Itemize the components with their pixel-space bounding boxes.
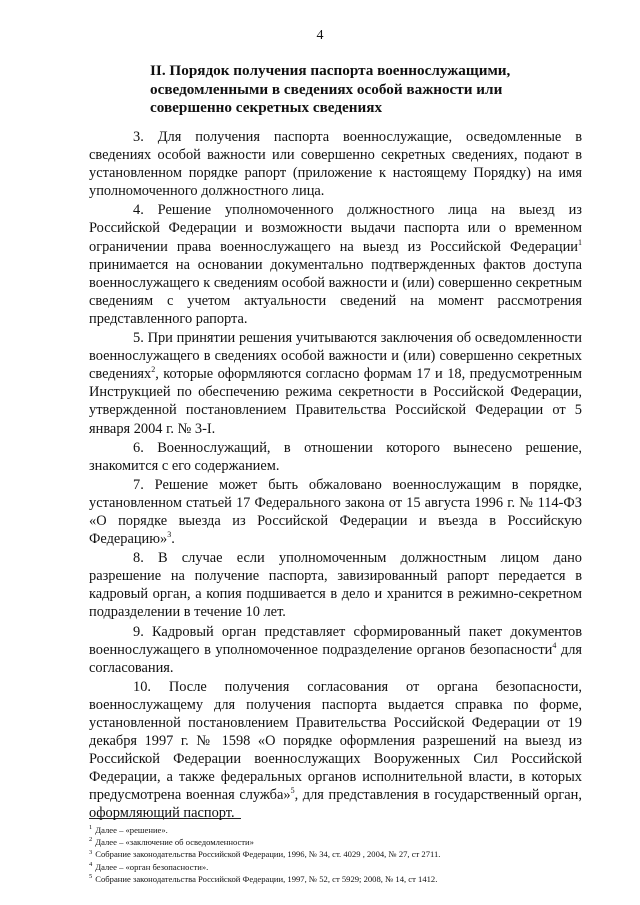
footnote [89,836,609,848]
footnote-separator [89,818,241,819]
paragraph-text: 9. Кадровый орган представляет сформированный пакет документов военнослужащего в уполномоченное подразделение органов безопасности [89,623,582,658]
paragraph-9 [89,623,582,677]
footnote [89,873,609,885]
heading-line-3: совершенно секретных сведениях [150,99,383,116]
paragraph-tail: . [171,531,175,548]
footnote-number: 2 [89,836,93,844]
page-number: 4 [316,28,324,43]
paragraph-tail: для согласования. [89,641,582,676]
heading-line-2: осведомленными в сведениях особой важности или [150,80,503,98]
paragraph-text: 3. Для получения паспорта военнослужащие, осведомленные в сведениях особой важности или совершенно секретных сведениях, подают в установленном порядке рапорт (приложение к настоящему Порядку) на имя уполномоченного должностного лица. [89,129,582,200]
footnote-ref: 1 [578,237,582,247]
paragraph-3 [89,128,582,200]
paragraph-5 [89,329,582,438]
footnote-text: Собрание законодательства Российской Федерации, 1997, № 52, ст 5929; 2008, № 14, ст 1412. [95,873,438,884]
footnote-number: 3 [89,848,93,856]
paragraph-text: 10. После получения согласования от органа безопасности, военнослужащему для получения паспорта выдается справка по форме, установленной постановлением Правительства Российской Федерации от 19 декабря 1997 г. № 1598 «О порядке оформления разрешений на выезд из Российской Федерации военнослужащих Вооруженных Сил Российской Федерации, а также федеральных органов исполнительной власти, в которых предусмотрена военная служба» [89,678,582,804]
footnote-ref: 2 [151,365,156,375]
section-heading [150,62,530,118]
paragraph-tail: , которые оформляются согласно формам 17 и 18, предусмотренным Инструкцией по обеспечению режима секретности в Российской Федерации, утвержденной постановлением Правительства Российской Федерации от 5 января 2004 г. № 3-I. [89,366,582,437]
paragraph-tail: , для представления в государственный орган, оформляющий паспорт. [89,787,582,822]
paragraph-text: 8. В случае если уполномоченным должностным лицом дано разрешение на получение паспорта, завизированный рапорт передается в кадровый орган, а копия подшивается в дело и хранится в режимно-секретном подразделении в течение 10 лет. [89,550,582,621]
paragraph-tail: принимается на основании документально подтвержденных фактов доступа военнослужащего к сведениям особой важности и (или) совершенно секретным сведениям с учетом актуальности сведений на момент рассмотрения представленного рапорта. [89,256,582,327]
footnote-text: Далее – «заключение об осведомленности» [95,837,254,848]
footnote-number: 4 [89,860,93,868]
footnote [89,824,609,836]
footnote-ref: 3 [167,530,172,540]
footnote-text: Собрание законодательства Российской Федерации, 1996, № 34, ст. 4029 , 2004, № 27, ст 2711. [95,849,441,860]
footnote [89,861,609,873]
footnote-text: Далее – «решение». [95,825,168,835]
footnote-ref: 5 [290,786,295,796]
footnote-text: Далее – «орган безопасности». [95,861,209,872]
footnote-number: 1 [89,824,93,832]
footnotes [89,824,609,885]
paragraph-8 [89,549,582,621]
document-body [89,128,582,824]
paragraph-10 [89,678,582,823]
footnote-number: 5 [89,872,93,880]
paragraph-text: 6. Военнослужащий, в отношении которого вынесено решение, знакомится с его содержанием. [89,439,582,474]
paragraph-text: 4. Решение уполномоченного должностного лица на выезд из Российской Федерации и возможности выдачи паспорта или о временном ограничении права военнослужащего на выезд из Российской Федерации [89,202,582,255]
paragraph-text: 7. Решение может быть обжаловано военнослужащим в порядке, установленном статьей 17 Федерального закона от 15 августа 1996 г. № 114-ФЗ «О порядке выезда из Российской Федерации и въезда в Российскую Федерацию» [89,476,582,548]
paragraph-4 [89,201,582,328]
heading-line-1: II. Порядок получения паспорта военнослужащими, [150,62,511,79]
paragraph-6 [89,439,582,475]
footnote-ref: 4 [552,640,557,650]
footnote [89,848,609,860]
paragraph-7 [89,476,582,548]
paragraph-text: 5. При принятии решения учитываются заключения об осведомленности военнослужащего в сведениях особой важности и (или) совершенно секретных сведениях [89,330,582,383]
